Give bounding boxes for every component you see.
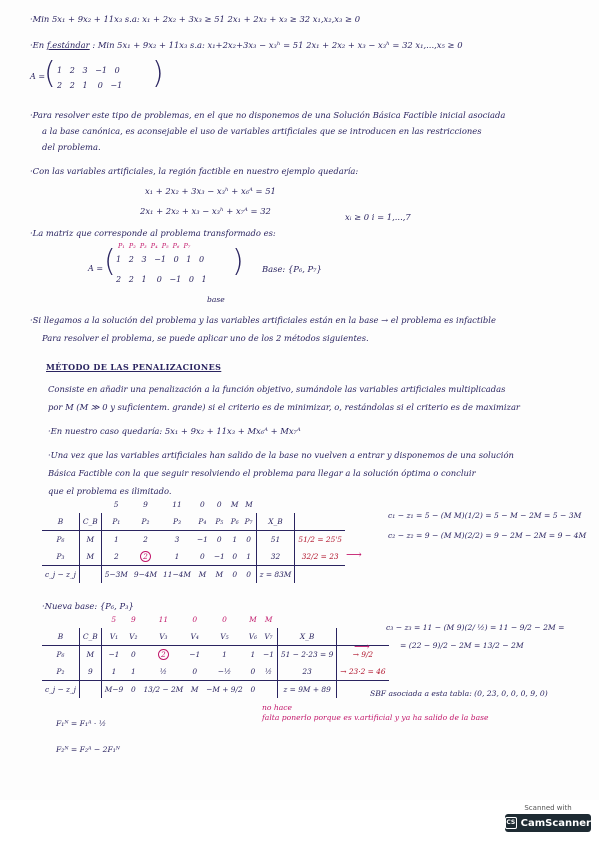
tableau-1-header-row: B C_B P₁ P₂ P₃ P₄ P₅ P₆ P₇ X_B (42, 513, 345, 531)
matrix-a2-row-2: 2 2 1 0 −1 0 1 (116, 275, 207, 284)
reduced-cost-calc-3a: c₃ − z₃ = 11 − (M 9)(2/ ½) = 11 − 9/2 − 2M = (386, 623, 565, 632)
matrix-a2-header: P₁ P₂ P₃ P₄ P₅ P₆ P₇ (118, 242, 191, 250)
reduced-cost-calc-1: c₁ − z₁ = 5 − (M M)(1/2) = 5 − M − 2M = 5 − 3M (388, 511, 582, 520)
paragraph-1-line-1: ·Para resolver este tipo de problemas, en el que no disponemos de una Solución Básica Factible inicial asociada (30, 110, 506, 120)
row-op-2: F₂ᴺ = F₂ᴬ − 2F₁ᴺ (56, 745, 120, 754)
paragraph-1-line-2: a la base canónica, es aconsejable el uso de variables artificiales que se introducen en las restricciones (42, 126, 482, 136)
section-heading: MÉTODO DE LAS PENALIZACIONES (46, 362, 222, 372)
pivot-element-1: 2 (140, 551, 151, 562)
matrix-a-row-2: 2 2 1 0 −1 (57, 81, 123, 90)
simplex-tableau-2 (42, 611, 389, 698)
paragraph-6: ·En nuestro caso quedaría: 5x₁ + 9x₂ + 11x₃ + Mx₆ᴬ + Mx₇ᴬ (48, 426, 301, 436)
nonneg-constraint: xᵢ ≥ 0 i = 1,...,7 (345, 212, 411, 222)
camscanner-logo-icon: CS (505, 817, 517, 829)
matrix-a-label: A = (30, 72, 46, 81)
matrix-a-left-paren: ( (44, 56, 56, 91)
paragraph-4-line-1: ·Si llegamos a la solución del problema y las variables artificiales están en la base → el problema es infactible (30, 315, 496, 325)
sbf-statement: SBF asociada a esta tabla: (0, 23, 0, 0, 0, 9, 0) (370, 689, 548, 698)
tableau-1-row-1: P₆ M 1 2 3 −1 0 1 0 51 51/2 = 25'5 (42, 531, 345, 549)
artificial-eq-1: x₁ + 2x₂ + 3x₃ − x₃ʰ + x₆ᴬ = 51 (145, 186, 276, 196)
pivot-element-2: 2 (158, 649, 169, 660)
paragraph-2: ·Con las variables artificiales, la región factible en nuestro ejemplo quedaría: (30, 166, 359, 176)
base-underline-label: base (207, 295, 225, 304)
matrix-a2-left-paren: ( (104, 244, 116, 279)
scanned-with-label: Scanned with (524, 804, 572, 812)
paragraph-3: ·La matriz que corresponde al problema transformado es: (30, 228, 276, 238)
new-base-label: ·Nueva base: {P₆, P₃} (42, 601, 134, 611)
tableau-2-header-row: B C_B V₁ V₂ V₃ V₄ V₅ V₆ V₇ X_B (42, 628, 389, 646)
problem-statement: ·Min 5x₁ + 9x₂ + 11x₃ s.a: x₁ + 2x₂ + 3x₃ ≥ 51 2x₁ + 2x₂ + x₃ ≥ 32 x₁,x₂,x₃ ≥ 0 (30, 14, 361, 24)
matrix-a-right-paren: ) (152, 56, 164, 91)
standard-form-prefix: ·En (30, 40, 45, 50)
paragraph-1-line-3: del problema. (42, 142, 101, 152)
paragraph-7-line-3: que el problema es ilimitado. (48, 486, 172, 496)
artificial-eq-2: 2x₁ + 2x₂ + x₃ − x₃ʰ + x₇ᴬ = 32 (140, 206, 271, 216)
paragraph-7-line-2: Básica Factible con la que seguir resolviendo el problema para llegar a la solución óptima o concluir (48, 468, 476, 478)
matrix-a2-right-paren: ) (232, 244, 244, 279)
camscanner-badge (505, 814, 591, 832)
leaving-arrow-2: ⟶ (354, 640, 370, 653)
row-op-1: F₁ᴺ = F₁ᴬ · ½ (56, 719, 107, 728)
tableau-1-row-2: P₃ M 2 2 1 0 −1 0 1 32 32/2 = 23 (42, 548, 345, 566)
paragraph-5-line-2: por M (M ≫ 0 y suficientem. grande) si el criterio es de minimizar, o, restándolas si el criterio es de maximizar (48, 402, 520, 412)
tableau-2-row-1: P₆ M −1 0 2 −1 1 1 −1 51 − 2·23 = 9 → 9/2 (42, 646, 389, 664)
matrix-a2-row-1: 1 2 3 −1 0 1 0 (116, 255, 205, 264)
reduced-cost-calc-2: c₂ − z₂ = 9 − (M M)(2/2) = 9 − 2M − 2M = 9 − 4M (388, 531, 587, 540)
camscanner-watermark (505, 804, 591, 840)
tableau-2-reduced-costs: c_j − z_j M−9 0 13/2 − 2M M −M + 9/2 0 z = 9M + 89 (42, 681, 389, 699)
standard-form-label: f.estándar (46, 40, 90, 50)
paragraph-7-line-1: ·Una vez que las variables artificiales han salido de la base no vuelven a entrar y disponemos de una solución (48, 450, 514, 460)
matrix-a-row-1: 1 2 3 −1 0 (57, 66, 120, 75)
tableau-2-row-2: P₂ 9 1 1 ½ 0 −½ 0 ½ 23 → 23·2 = 46 (42, 663, 389, 681)
tableau-2-cost-row: 5 9 11 0 0 M M (111, 615, 273, 624)
leaving-arrow-1: ⟶ (346, 548, 362, 561)
tableau-1-cost-row: 5 9 11 0 0 M M (113, 500, 253, 509)
camscanner-brand: CamScanner (520, 817, 591, 829)
standard-form-body: : Min 5x₁ + 9x₂ + 11x₃ s.a: x₁+2x₂+3x₃ − x₃ʰ = 51 2x₁ + 2x₂ + x₃ − x₃ʰ = 32 x₁,...,x₅ ≥ 0 (92, 40, 463, 50)
paragraph-4-line-2: Para resolver el problema, se puede aplicar uno de los 2 métodos siguientes. (42, 333, 369, 343)
simplex-tableau-1 (42, 496, 345, 583)
paragraph-5-line-1: Consiste en añadir una penalización a la función objetivo, sumándole las variables artificiales multiplicadas (48, 384, 506, 394)
standard-form-line (30, 40, 463, 51)
note-line-2: falta ponerlo porque es v.artificial y ya ha salido de la base (262, 713, 489, 722)
initial-base: Base: {P₆, P₇} (262, 264, 322, 274)
note-line-1: no hace (262, 703, 293, 712)
matrix-a2-label: A = (88, 264, 104, 273)
tableau-1-reduced-costs: c_j − z_j 5−3M 9−4M 11−4M M M 0 0 z = 83M (42, 566, 345, 584)
reduced-cost-calc-3b: = (22 − 9)/2 − 2M = 13/2 − 2M (400, 641, 524, 650)
